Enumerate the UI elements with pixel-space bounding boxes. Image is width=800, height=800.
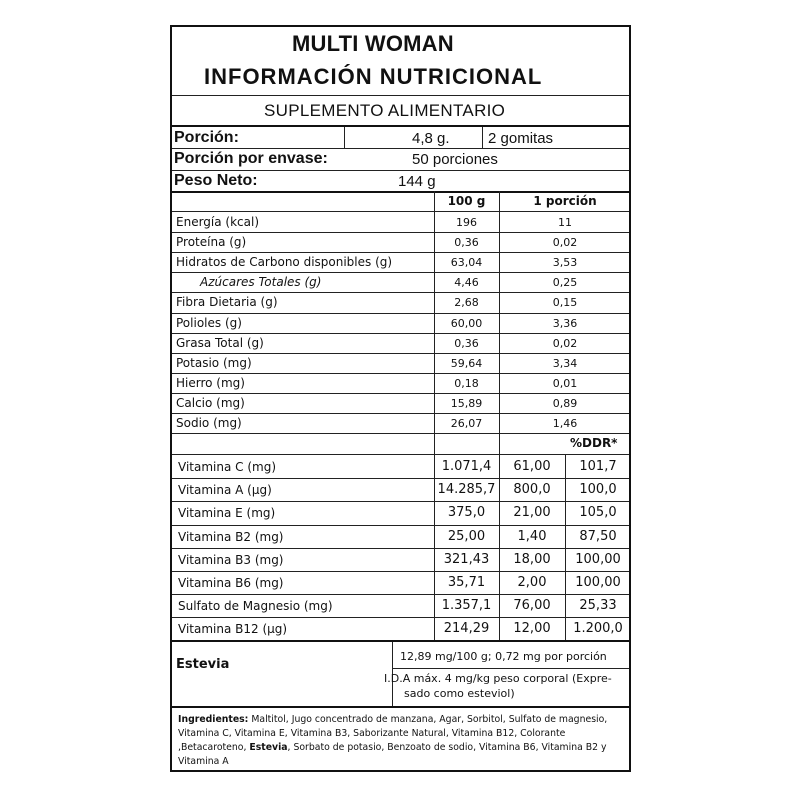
vitamin-name: Vitamina B12 (µg) — [178, 622, 288, 637]
nutrient-portion: 0,25 — [552, 276, 578, 290]
vitamin-name: Vitamina C (mg) — [178, 460, 276, 474]
vitamin-ddr: 25,33 — [579, 598, 617, 614]
nutrient-portion: 1,46 — [552, 417, 578, 430]
stevia-label: Estevia — [176, 657, 230, 672]
vitamin-portion: 800,0 — [513, 482, 551, 498]
nutrient-portion: 0,02 — [552, 336, 578, 350]
vitamin-name: Vitamina B6 (mg) — [178, 576, 284, 590]
vitamin-per100: 1.071,4 — [441, 459, 492, 474]
vitamin-per100: 1.357,1 — [441, 598, 492, 614]
per-container-value: 50 porciones — [412, 151, 498, 168]
vitamin-portion: 2,00 — [517, 575, 547, 590]
vitamin-per100: 375,0 — [447, 505, 486, 521]
nutrient-portion: 0,02 — [552, 236, 578, 250]
nutrient-per100: 15,89 — [450, 396, 483, 410]
vitamin-name: Vitamina B2 (mg) — [178, 529, 284, 544]
nutrient-per100: 0,36 — [454, 336, 479, 350]
net-weight-value: 144 g — [398, 173, 436, 190]
vitamin-portion: 12,00 — [513, 621, 551, 637]
vitamin-per100: 214,29 — [443, 621, 490, 637]
ingredients-label: Ingredientes: — [178, 714, 249, 725]
column-header-ddr: %DDR* — [570, 436, 618, 450]
portion-units: 2 gomitas — [488, 130, 554, 147]
stevia-ida-line2: sado como esteviol) — [404, 687, 515, 700]
vitamin-name: Vitamina A (µg) — [178, 483, 272, 498]
nutrient-name: Calcio (mg) — [176, 395, 245, 410]
nutrient-name: Hidratos de Carbono disponibles (g) — [176, 255, 393, 270]
nutrient-per100: 0,36 — [454, 236, 479, 250]
nutrient-name: Fibra Dietaria (g) — [176, 295, 278, 310]
column-header-100g: 100 g — [447, 194, 486, 208]
vitamin-ddr: 101,7 — [579, 459, 617, 474]
vitamin-ddr: 87,50 — [579, 528, 617, 544]
nutrient-portion: 3,53 — [552, 256, 578, 270]
nutrient-per100: 59,64 — [450, 356, 483, 370]
vitamin-portion: 76,00 — [513, 598, 551, 614]
nutrient-portion: 3,34 — [552, 356, 578, 370]
stevia-amount: 12,89 mg/100 g; 0,72 mg por porción — [400, 650, 607, 663]
vitamin-ddr: 100,00 — [575, 575, 621, 590]
ingredients-part1: Maltitol, Jugo concentrado de manzana, Agar, Sorbitol, Sulfato de magnesio, Vitamina C, Vitamina E, Vitamina B3, Saborizante Natural, Vitamina B12, Colorante ,Betacaroteno, — [178, 714, 608, 753]
vitamin-per100: 14.285,7 — [437, 482, 496, 498]
nutrient-per100: 2,68 — [454, 296, 479, 310]
vitamin-portion: 61,00 — [513, 459, 551, 474]
label-heading: INFORMACIÓN NUTRICIONAL — [204, 64, 543, 89]
nutrient-per100: 26,07 — [450, 417, 483, 430]
nutrient-portion: 3,36 — [552, 316, 578, 330]
divider — [172, 95, 629, 96]
vitamin-per100: 25,00 — [447, 528, 486, 544]
vitamin-per100: 35,71 — [447, 575, 486, 590]
nutrient-portion: 11 — [558, 216, 572, 229]
product-name: MULTI WOMAN — [292, 31, 454, 56]
stevia-ida-line1: I.D.A máx. 4 mg/kg peso corporal (Expre- — [384, 672, 612, 685]
ingredients-stevia: Estevia — [249, 742, 288, 753]
nutrient-per100: 196 — [456, 216, 477, 229]
vitamin-ddr: 1.200,0 — [573, 621, 623, 637]
vitamin-per100: 321,43 — [443, 551, 490, 567]
net-weight-label: Peso Neto: — [174, 172, 258, 189]
nutrient-per100: 0,18 — [454, 376, 479, 390]
vitamin-name: Vitamina B3 (mg) — [178, 552, 284, 567]
nutrient-per100: 60,00 — [450, 316, 483, 330]
nutrition-label — [170, 25, 631, 772]
column-header-portion: 1 porción — [533, 194, 597, 208]
nutrient-name: Polioles (g) — [176, 315, 242, 330]
nutrient-name: Proteína (g) — [176, 235, 247, 250]
nutrient-name: Azúcares Totales (g) — [200, 275, 322, 290]
nutrient-name: Grasa Total (g) — [176, 335, 264, 350]
nutrient-name: Energía (kcal) — [176, 215, 260, 229]
divider — [172, 125, 629, 127]
nutrient-name: Sodio (mg) — [176, 416, 242, 430]
nutrient-name: Hierro (mg) — [176, 375, 245, 390]
nutrient-portion: 0,89 — [552, 396, 578, 410]
nutrient-portion: 0,15 — [552, 296, 578, 310]
product-category: SUPLEMENTO ALIMENTARIO — [264, 101, 506, 120]
vitamin-portion: 1,40 — [517, 528, 547, 544]
vitamin-ddr: 105,0 — [579, 505, 617, 521]
nutrient-portion: 0,01 — [552, 376, 578, 390]
nutrient-per100: 4,46 — [454, 276, 479, 290]
ingredients-text — [178, 713, 630, 769]
portion-label: Porción: — [174, 129, 239, 146]
ingredients-part2: , Sorbato de potasio, Benzoato de sodio, Vitamina B6, Vitamina B2 y Vitamina A — [178, 742, 607, 767]
vitamin-ddr: 100,00 — [575, 551, 621, 567]
vitamin-name: Sulfato de Magnesio (mg) — [178, 599, 333, 614]
nutrient-name: Potasio (mg) — [176, 355, 252, 370]
vitamin-portion: 18,00 — [513, 551, 551, 567]
vitamin-ddr: 100,0 — [579, 482, 617, 498]
nutrient-per100: 63,04 — [450, 256, 483, 270]
vitamin-name: Vitamina E (mg) — [178, 506, 276, 521]
per-container-label: Porción por envase: — [174, 150, 328, 167]
vitamin-portion: 21,00 — [513, 505, 551, 521]
portion-grams: 4,8 g. — [412, 130, 450, 147]
